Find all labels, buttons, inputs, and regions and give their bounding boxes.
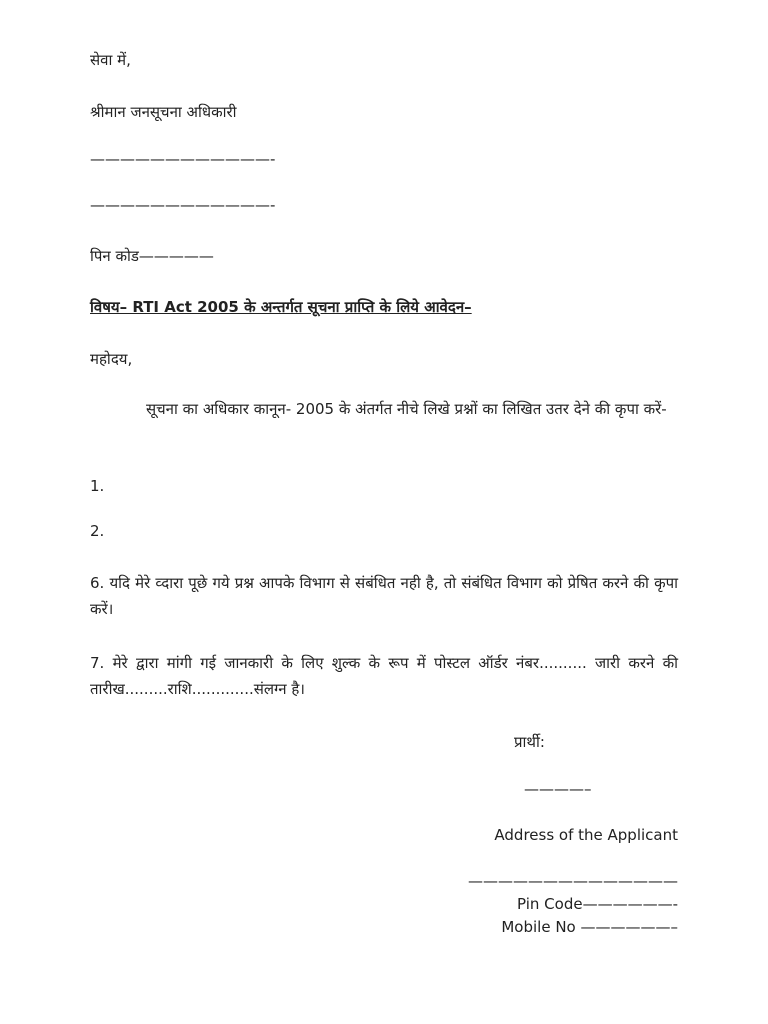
applicant-pin-code: Pin Code——————- [517, 895, 678, 913]
applicant-label: प्रार्थी: [514, 733, 545, 751]
pin-code-line: पिन कोड————— [90, 247, 214, 265]
item-7-paragraph: 7. मेरे द्वारा मांगी गई जानकारी के लिए शुल्क के रूप में पोस्टल ऑर्डर नंबर.......... जारी करने की तारीख.........राशि.............संलग्न है। [90, 654, 678, 698]
applicant-mobile-no: Mobile No ——————– [501, 918, 678, 936]
subject-line: विषय– RTI Act 2005 के अन्तर्गत सूचना प्राप्ति के लिये आवेदन– [90, 298, 472, 316]
address-blank-line-1: ————————————- [90, 150, 276, 168]
body-paragraph [90, 396, 678, 422]
signature-line: ————– [524, 780, 592, 798]
item-6-paragraph: 6. यदि मेरे व्दारा पूछे गये प्रश्न आपके विभाग से संबंधित नही है, तो संबंधित विभाग को प्रेषित करने की कृपा करें। [90, 574, 678, 618]
greeting: महोदय, [90, 350, 133, 368]
address-blank-line-2: ————————————- [90, 196, 276, 214]
salutation-to: सेवा में, [90, 51, 131, 69]
address-of-applicant-label: Address of the Applicant [494, 826, 678, 844]
body-paragraph-text: सूचना का अधिकार कानून- 2005 के अंतर्गत नीचे लिखे प्रश्नों का लिखित उतर देने की कृपा करें- [146, 400, 667, 418]
question-item-2: 2. [90, 522, 105, 540]
applicant-address-line: —————————————— [468, 872, 678, 890]
addressee: श्रीमान जनसूचना अधिकारी [90, 103, 237, 121]
question-item-1: 1. [90, 477, 105, 495]
